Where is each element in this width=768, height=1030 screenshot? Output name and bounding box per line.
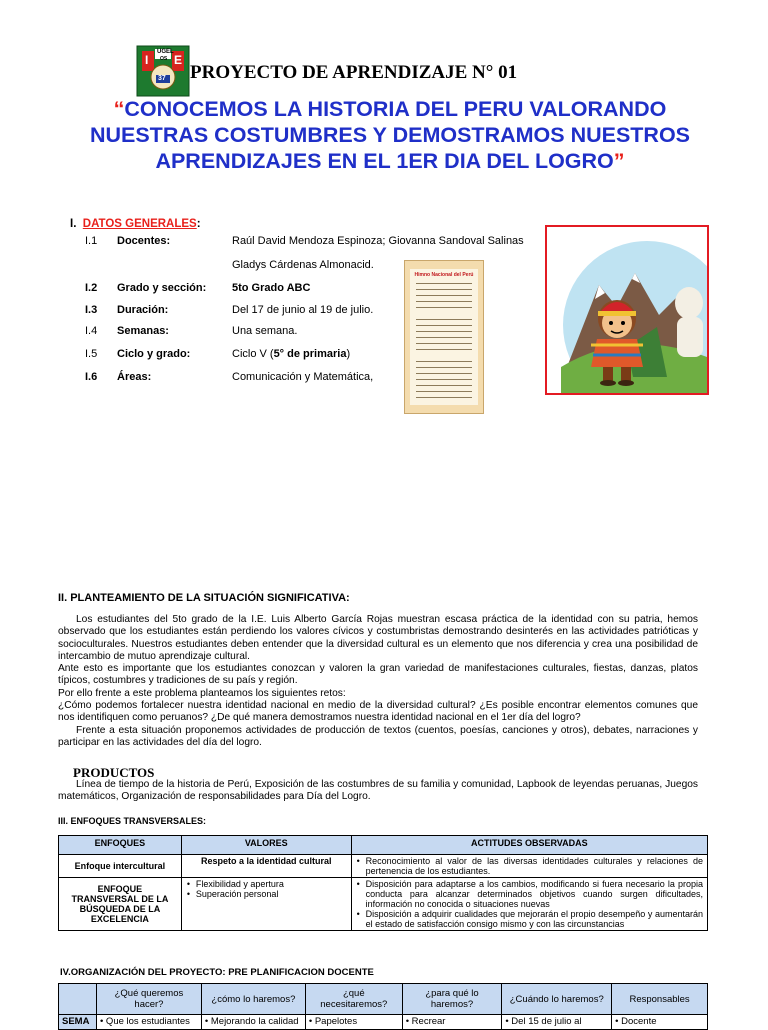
hymn-text-line: [416, 361, 472, 362]
title-quote-open: “: [113, 97, 125, 121]
datos-row-value: [232, 348, 350, 360]
table-row: [59, 1015, 708, 1030]
productos-text: Línea de tiempo de la historia de Perú, Exposición de las costumbres de su familia y comunidad, Lapbook de leyendas peruanas, Juegos matemáticos, Organización de responsabilidades para Día del Logro.: [58, 779, 698, 803]
hymn-scroll-image: [404, 260, 484, 414]
hymn-text-line: [416, 373, 472, 374]
datos-section-label: DATOS GENERALES: [82, 218, 197, 230]
table-header-row: [59, 836, 708, 855]
main-title: [60, 96, 720, 174]
valor-cell: Respeto a la identidad cultural: [181, 855, 351, 878]
column-header: ACTITUDES OBSERVADAS: [351, 836, 707, 855]
logo-number: 37: [158, 75, 166, 82]
datos-row-key: Grado y sección:: [117, 282, 207, 294]
column-header: ¿cómo lo haremos?: [201, 984, 305, 1015]
datos-row-key: Duración:: [117, 304, 169, 316]
enfoques-table: [58, 835, 708, 931]
situacion-heading: II. PLANTEAMIENTO DE LA SITUACIÓN SIGNIFICATIVA:: [58, 592, 350, 604]
hymn-title: Himno Nacional del Perú: [414, 272, 474, 278]
logo-right-letter: E: [174, 53, 183, 67]
ugel-logo: [136, 45, 190, 97]
situacion-paragraph: ¿Cómo podemos fortalecer nuestra identidad nacional en medio de la diversidad cultural? ¿Es posible encontrar elementos comunes que nos identifiquen como peruanos? ¿De qué manera demostramos nuestra identidad nacional en el 1er día del logro?: [58, 700, 698, 724]
datos-row-value: Una semana.: [232, 325, 298, 337]
datos-row-num: I.4: [85, 325, 98, 337]
datos-row: [0, 235, 524, 249]
datos-row-value: Comunicación y Matemática,: [232, 371, 374, 383]
hymn-text-line: [416, 325, 472, 326]
actitud-item: • Reconocimiento al valor de las diversas identidades culturales y relaciones de pertenencia de los estudiantes.: [366, 856, 703, 876]
actitud-cell: [351, 878, 707, 931]
datos-row-num: I.1: [85, 235, 98, 247]
table-cell: • Docente: [612, 1015, 708, 1030]
column-header: ENFOQUES: [59, 836, 182, 855]
organizacion-heading: IV.ORGANIZACIÓN DEL PROYECTO: PRE PLANIFICACION DOCENTE: [60, 967, 374, 978]
table-cell: SEMA: [59, 1015, 97, 1030]
datos-section-number: I.: [70, 218, 77, 230]
datos-row-num: I.5: [85, 348, 98, 360]
organizacion-table: [58, 983, 708, 1030]
valor-item: • Superación personal: [196, 889, 347, 899]
title-text: CONOCEMOS LA HISTORIA DEL PERU VALORANDO NUESTRAS COSTUMBRES Y DEMOSTRAMOS NUESTROS APRENDIZAJES EN EL 1ER DIA DEL LOGRO: [89, 97, 691, 173]
situacion-paragraph: Frente a esta situación proponemos actividades de producción de textos (cuentos, poesías, canciones y otros), debates, narraciones y participar en las actividades del día del logro.: [58, 724, 698, 748]
table-cell: • Recrear: [402, 1015, 502, 1030]
datos-colon: :: [196, 218, 201, 230]
title-quote-close: ”: [613, 149, 625, 173]
hymn-text-line: [416, 295, 472, 296]
datos-row-key: Docentes:: [117, 235, 171, 247]
actitud-item: • Disposición a adquirir cualidades que mejorarán el propio desempeño y aumentarán el estado de satisfacción consigo mismo y con las circunstancias: [366, 909, 703, 929]
table-cell: • Del 15 de julio al: [502, 1015, 612, 1030]
column-header: [59, 984, 97, 1015]
peruvian-boy-illustration: [545, 225, 709, 395]
table-cell: • Que los estudiantes: [96, 1015, 201, 1030]
hymn-text-line: [416, 319, 472, 320]
column-header: ¿Cuándo lo haremos?: [502, 984, 612, 1015]
situacion-paragraph: Ante esto es importante que los estudiantes conozcan y valoren la gran variedad de manifestaciones culturales, fiestas, danzas, platos típicos, costumbres y tradiciones de su país y región.: [58, 663, 698, 687]
datos-row-key: Áreas:: [117, 371, 152, 383]
productos-body: [58, 779, 698, 804]
datos-row-value: Del 17 de junio al 19 de julio.: [232, 304, 374, 316]
valor-cell: [181, 878, 351, 931]
datos-row-key: Semanas:: [117, 325, 169, 337]
table-header-row: [59, 984, 708, 1015]
project-title: PROYECTO DE APRENDIZAJE N° 01: [190, 62, 518, 83]
hymn-text-line: [416, 331, 472, 332]
ciclo-value-bold: 5° de primaria: [273, 348, 347, 360]
hymn-text-line: [416, 397, 472, 398]
hymn-text-line: [416, 343, 472, 344]
table-cell: • Mejorando la calidad: [201, 1015, 305, 1030]
hymn-text-line: [416, 367, 472, 368]
enfoques-heading: III. ENFOQUES TRANSVERSALES:: [58, 816, 207, 826]
ciclo-value-post: ): [346, 348, 351, 360]
hymn-text-line: [416, 301, 472, 302]
hymn-text-line: [416, 337, 472, 338]
productos-heading: PRODUCTOS: [73, 765, 155, 780]
ciclo-value-pre: Ciclo V (: [232, 348, 274, 360]
column-header: ¿para qué lo haremos?: [402, 984, 502, 1015]
hymn-text-line: [416, 349, 472, 350]
column-header: ¿Qué queremos hacer?: [96, 984, 201, 1015]
logo-left-letter: I: [145, 53, 149, 67]
datos-row-num: I.6: [85, 371, 98, 383]
hymn-paper: [410, 269, 478, 405]
column-header: Responsables: [612, 984, 708, 1015]
table-row: [59, 855, 708, 878]
enfoque-cell: ENFOQUE TRANSVERSAL DE LA BÚSQUEDA DE LA EXCELENCIA: [59, 878, 182, 931]
column-header: ¿qué necesitaremos?: [305, 984, 402, 1015]
hymn-text-line: [416, 283, 472, 284]
hymn-text-line: [416, 379, 472, 380]
situacion-body: [58, 614, 698, 749]
datos-row-num: I.3: [85, 304, 98, 316]
datos-heading: [70, 218, 201, 230]
hymn-text-line: [416, 307, 472, 308]
logo-top-text: UGEL: [157, 49, 174, 55]
situacion-paragraph: Por ello frente a este problema planteamos los siguientes retos:: [58, 687, 346, 699]
valor-item: • Flexibilidad y apertura: [196, 879, 347, 889]
datos-row-num: I.2: [85, 282, 98, 294]
column-header: VALORES: [181, 836, 351, 855]
datos-row-value: 5to Grado ABC: [232, 282, 311, 294]
table-row: [59, 878, 708, 931]
logo-small-text: OS: [160, 56, 168, 62]
actitud-item: • Disposición para adaptarse a los cambios, modificando si fuera necesario la propia conducta para alcanzar determinados objetivos cuando surgen dificultades, información no conocida o situaciones nuevas: [366, 879, 703, 909]
datos-row-key: Ciclo y grado:: [117, 348, 191, 360]
enfoque-cell: Enfoque intercultural: [59, 855, 182, 878]
datos-row-value: Gladys Cárdenas Almonacid.: [232, 259, 374, 271]
hymn-text-line: [416, 289, 472, 290]
hymn-text-line: [416, 385, 472, 386]
table-cell: • Papelotes: [305, 1015, 402, 1030]
datos-row-value: Raúl David Mendoza Espinoza; Giovanna Sandoval Salinas: [232, 235, 524, 247]
hymn-text-line: [416, 391, 472, 392]
actitud-cell: [351, 855, 707, 878]
situacion-paragraph: Los estudiantes del 5to grado de la I.E. Luis Alberto García Rojas muestran escasa práctica de la identidad con su patria, hemos observado que los estudiantes están perdiendo los valores cívicos y costumbristas demostrando desinterés en las actividades patrióticas y socioculturales. Nuestros estudiantes deben entender que la diversidad cultural es un elemento que nos diferencia y crea una posibilidad de intercambio de mutuo aprendizaje cultural.: [58, 614, 698, 662]
